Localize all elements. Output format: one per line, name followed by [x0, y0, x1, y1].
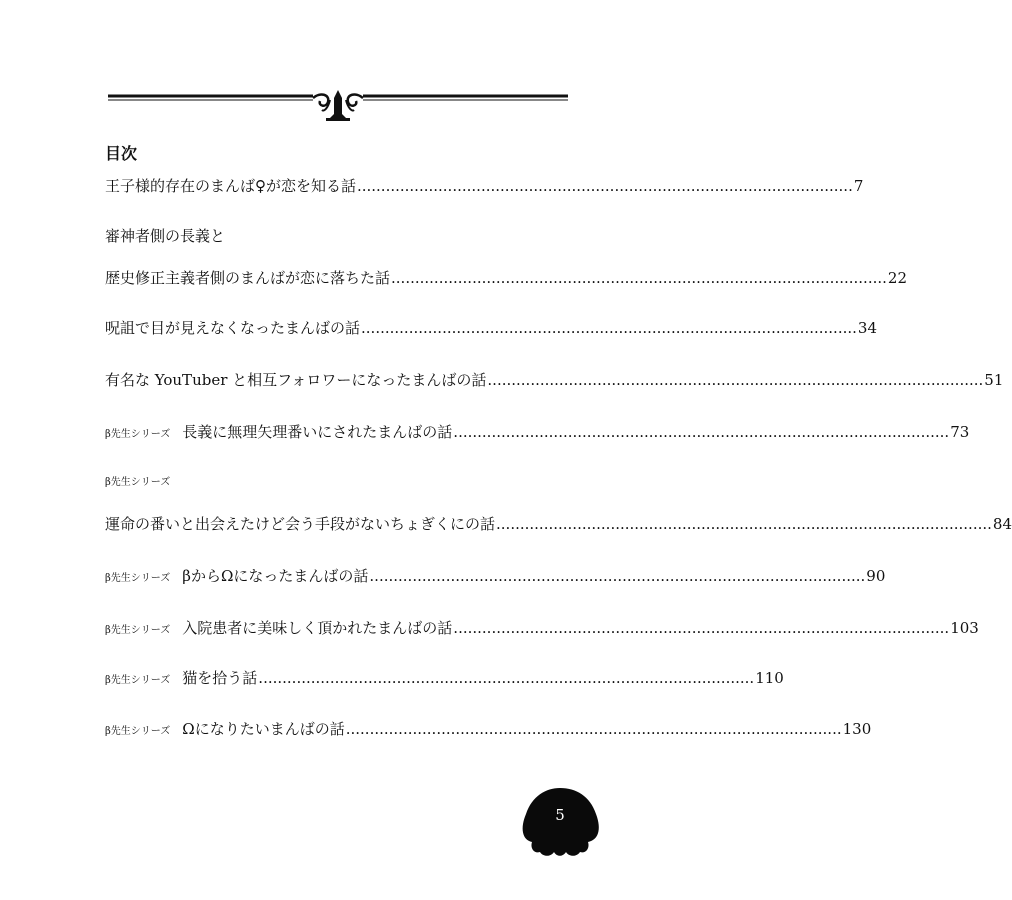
- toc-leader: ........................................................................................................: [496, 515, 992, 533]
- toc-leader: ........................................................................................................: [361, 319, 857, 337]
- toc-entry[interactable]: [105, 618, 979, 641]
- toc-entry[interactable]: [105, 176, 864, 196]
- toc-entry-page: 103: [950, 619, 979, 637]
- toc-entry[interactable]: [105, 566, 886, 589]
- series-label: β先生シリーズ: [105, 625, 171, 636]
- toc-entry-title: 呪詛で目が見えなくなったまんばの話: [105, 319, 361, 337]
- toc-leader: ........................................................................................................: [345, 720, 842, 738]
- toc-leader: ........................................................................................................: [356, 177, 853, 195]
- series-label: β先生シリーズ: [105, 477, 171, 488]
- toc-entry[interactable]: [105, 268, 907, 288]
- toc-entry-title: 猫を拾う話: [182, 669, 258, 687]
- series-label: β先生シリーズ: [105, 429, 171, 440]
- toc-entry-title: 歴史修正主義者側のまんばが恋に落ちた話: [105, 269, 391, 287]
- toc-leader: ........................................................................................................: [453, 423, 950, 441]
- toc-leader: ........................................................................................................: [487, 371, 984, 389]
- toc-entry-title: 運命の番いと出会えたけど会う手段がないちょぎくにの話: [105, 515, 496, 533]
- toc-entry-page: 51: [984, 371, 1004, 389]
- toc-entry-title: βからΩになったまんばの話: [182, 567, 369, 585]
- toc-leader: ........................................................................................................: [258, 669, 755, 687]
- toc-entry[interactable]: [105, 370, 1004, 390]
- toc-entry-title: 有名な YouTuber と相互フォロワーになったまんばの話: [105, 371, 487, 389]
- page-number: 5: [555, 806, 565, 824]
- toc-entry[interactable]: [105, 668, 784, 691]
- series-label: β先生シリーズ: [105, 675, 171, 686]
- toc-entry-title: 王子様的存在のまんば♀が恋を知る話: [105, 177, 356, 195]
- toc-entry-page: 73: [950, 423, 970, 441]
- toc-leader: ........................................................................................................: [369, 567, 866, 585]
- toc-entry-title: 入院患者に美味しく頂かれたまんばの話: [182, 619, 453, 637]
- toc-entry-page: 130: [842, 720, 872, 738]
- toc-entry-page: 90: [866, 567, 886, 585]
- toc-entry-page: 34: [857, 319, 877, 337]
- toc-heading: 目次: [105, 144, 138, 163]
- toc-leader: ........................................................................................................: [453, 619, 950, 637]
- toc-entry[interactable]: [105, 719, 872, 742]
- series-label: β先生シリーズ: [105, 726, 171, 737]
- toc-entry-title: Ωになりたいまんばの話: [182, 720, 345, 738]
- toc-entry-page: 84: [992, 515, 1012, 533]
- header-ornament: [108, 88, 568, 124]
- toc-entry-page: 22: [887, 269, 907, 287]
- toc-entry-subtitle: 審神者側の長義と: [105, 227, 226, 245]
- toc-entry[interactable]: [105, 422, 970, 445]
- toc-entry-page: 110: [755, 669, 784, 687]
- toc-leader: ........................................................................................................: [391, 269, 887, 287]
- series-label: β先生シリーズ: [105, 573, 171, 584]
- toc-entry[interactable]: [105, 514, 1012, 534]
- toc-entry[interactable]: [105, 318, 877, 338]
- toc-entry-title: 長義に無理矢理番いにされたまんばの話: [182, 423, 453, 441]
- toc-entry-page: 7: [853, 177, 864, 195]
